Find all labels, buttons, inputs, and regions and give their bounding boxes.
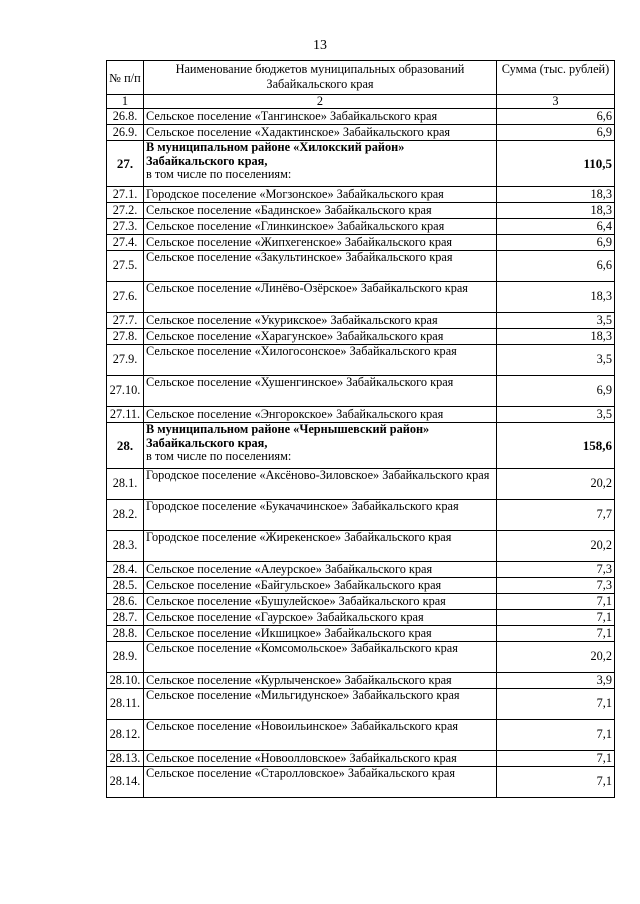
row-name: Сельское поселение «Укурикское» Забайкальского края — [144, 313, 497, 329]
row-name: Сельское поселение «Комсомольское» Забайкальского края — [144, 642, 497, 673]
row-name: Городское поселение «Букачачинское» Забайкальского края — [144, 500, 497, 531]
row-sum: 20,2 — [497, 469, 615, 500]
row-number: 27.6. — [107, 282, 144, 313]
row-sum: 6,6 — [497, 251, 615, 282]
row-number: 26.8. — [107, 109, 144, 125]
row-number: 28.14. — [107, 767, 144, 798]
row-name: Сельское поселение «Курлыченское» Забайкальского края — [144, 673, 497, 689]
row-sum: 7,1 — [497, 594, 615, 610]
table-row — [107, 626, 615, 642]
row-name: Сельское поселение «Старолловское» Забайкальского края — [144, 767, 497, 798]
table-row — [107, 578, 615, 594]
row-sum: 7,3 — [497, 578, 615, 594]
row-sum: 6,4 — [497, 219, 615, 235]
row-number: 28.12. — [107, 720, 144, 751]
table-row — [107, 282, 615, 313]
table-row — [107, 125, 615, 141]
table-row — [107, 673, 615, 689]
row-name: Городское поселение «Жирекенское» Забайкальского края — [144, 531, 497, 562]
row-number: 28.4. — [107, 562, 144, 578]
row-sum: 6,6 — [497, 109, 615, 125]
district-title: В муниципальном районе «Чернышевский район» Забайкальского края, — [146, 422, 430, 450]
row-number: 28.3. — [107, 531, 144, 562]
row-number: 27.2. — [107, 203, 144, 219]
row-name: Сельское поселение «Закультинское» Забайкальского края — [144, 251, 497, 282]
row-name: Сельское поселение «Тангинское» Забайкальского края — [144, 109, 497, 125]
index-2: 2 — [144, 95, 497, 109]
row-number: 27.7. — [107, 313, 144, 329]
row-name: Сельское поселение «Хадактинское» Забайкальского края — [144, 125, 497, 141]
row-number: 27.10. — [107, 376, 144, 407]
column-index-row — [107, 95, 615, 109]
row-name: Городское поселение «Аксёново-Зиловское» Забайкальского края — [144, 469, 497, 500]
district-row — [107, 423, 615, 469]
row-sum: 3,5 — [497, 345, 615, 376]
index-3: 3 — [497, 95, 615, 109]
row-sum: 3,5 — [497, 313, 615, 329]
row-sum: 7,7 — [497, 500, 615, 531]
row-number: 27.11. — [107, 407, 144, 423]
row-number: 27.1. — [107, 187, 144, 203]
row-name: Сельское поселение «Харагунское» Забайкальского края — [144, 329, 497, 345]
table-row — [107, 251, 615, 282]
table-row — [107, 187, 615, 203]
row-number: 27.9. — [107, 345, 144, 376]
row-sum: 110,5 — [497, 141, 615, 187]
table-row — [107, 345, 615, 376]
row-sum: 3,9 — [497, 673, 615, 689]
row-number: 28. — [107, 423, 144, 469]
row-name: Сельское поселение «Мильгидунское» Забайкальского края — [144, 689, 497, 720]
row-number: 28.5. — [107, 578, 144, 594]
row-name: Сельское поселение «Жипхегенское» Забайкальского края — [144, 235, 497, 251]
table-row — [107, 751, 615, 767]
table-row — [107, 594, 615, 610]
table-header-row — [107, 61, 615, 95]
table-row — [107, 500, 615, 531]
row-number: 28.7. — [107, 610, 144, 626]
row-sum: 7,1 — [497, 626, 615, 642]
row-name — [144, 141, 497, 187]
table-row — [107, 313, 615, 329]
table-row — [107, 469, 615, 500]
row-name: Сельское поселение «Икшицкое» Забайкальского края — [144, 626, 497, 642]
row-sum: 20,2 — [497, 642, 615, 673]
table-row — [107, 109, 615, 125]
row-sum: 18,3 — [497, 203, 615, 219]
row-sum: 20,2 — [497, 531, 615, 562]
row-number: 28.1. — [107, 469, 144, 500]
table-row — [107, 219, 615, 235]
row-number: 27.5. — [107, 251, 144, 282]
row-name: Сельское поселение «Новоильинское» Забайкальского края — [144, 720, 497, 751]
row-name: Сельское поселение «Линёво-Озёрское» Забайкальского края — [144, 282, 497, 313]
header-number: № п/п — [107, 61, 144, 95]
row-name: Сельское поселение «Глинкинское» Забайкальского края — [144, 219, 497, 235]
district-title: В муниципальном районе «Хилокский район» Забайкальского края, — [146, 140, 405, 168]
header-name: Наименование бюджетов муниципальных образований Забайкальского края — [144, 61, 497, 95]
table-row — [107, 203, 615, 219]
row-name — [144, 423, 497, 469]
row-sum: 158,6 — [497, 423, 615, 469]
table-row — [107, 767, 615, 798]
row-number: 28.8. — [107, 626, 144, 642]
row-number: 28.11. — [107, 689, 144, 720]
row-sum: 18,3 — [497, 329, 615, 345]
row-number: 28.10. — [107, 673, 144, 689]
row-number: 27.3. — [107, 219, 144, 235]
row-sum: 18,3 — [497, 282, 615, 313]
row-name: Сельское поселение «Гаурское» Забайкальского края — [144, 610, 497, 626]
row-number: 28.9. — [107, 642, 144, 673]
row-sum: 7,1 — [497, 689, 615, 720]
table-row — [107, 329, 615, 345]
index-1: 1 — [107, 95, 144, 109]
row-name: Городское поселение «Могзонское» Забайкальского края — [144, 187, 497, 203]
row-name: Сельское поселение «Энгорокское» Забайкальского края — [144, 407, 497, 423]
row-sum: 3,5 — [497, 407, 615, 423]
row-sum: 7,1 — [497, 610, 615, 626]
table-row — [107, 720, 615, 751]
table-row — [107, 610, 615, 626]
table-row — [107, 531, 615, 562]
row-sum: 7,1 — [497, 751, 615, 767]
row-sum: 18,3 — [497, 187, 615, 203]
row-number: 27. — [107, 141, 144, 187]
row-sum: 7,1 — [497, 720, 615, 751]
row-sum: 6,9 — [497, 235, 615, 251]
row-sum: 7,3 — [497, 562, 615, 578]
row-name: Сельское поселение «Байгульское» Забайкальского края — [144, 578, 497, 594]
row-name: Сельское поселение «Хилогосонское» Забайкальского края — [144, 345, 497, 376]
row-number: 28.2. — [107, 500, 144, 531]
district-row — [107, 141, 615, 187]
table-row — [107, 376, 615, 407]
table-row — [107, 235, 615, 251]
district-subtitle: в том числе по поселениям: — [146, 167, 292, 181]
header-sum: Сумма (тыс. рублей) — [497, 61, 615, 95]
row-number: 27.4. — [107, 235, 144, 251]
row-sum: 7,1 — [497, 767, 615, 798]
table-row — [107, 689, 615, 720]
row-number: 27.8. — [107, 329, 144, 345]
row-number: 28.13. — [107, 751, 144, 767]
budget-table — [106, 60, 615, 798]
table-row — [107, 562, 615, 578]
row-sum: 6,9 — [497, 376, 615, 407]
table-row — [107, 407, 615, 423]
district-subtitle: в том числе по поселениям: — [146, 449, 292, 463]
row-number: 26.9. — [107, 125, 144, 141]
row-name: Сельское поселение «Хушенгинское» Забайкальского края — [144, 376, 497, 407]
row-name: Сельское поселение «Алеурское» Забайкальского края — [144, 562, 497, 578]
row-number: 28.6. — [107, 594, 144, 610]
row-name: Сельское поселение «Бадинское» Забайкальского края — [144, 203, 497, 219]
row-sum: 6,9 — [497, 125, 615, 141]
row-name: Сельское поселение «Бушулейское» Забайкальского края — [144, 594, 497, 610]
table-row — [107, 642, 615, 673]
page-number: 13 — [313, 38, 327, 53]
row-name: Сельское поселение «Новоолловское» Забайкальского края — [144, 751, 497, 767]
